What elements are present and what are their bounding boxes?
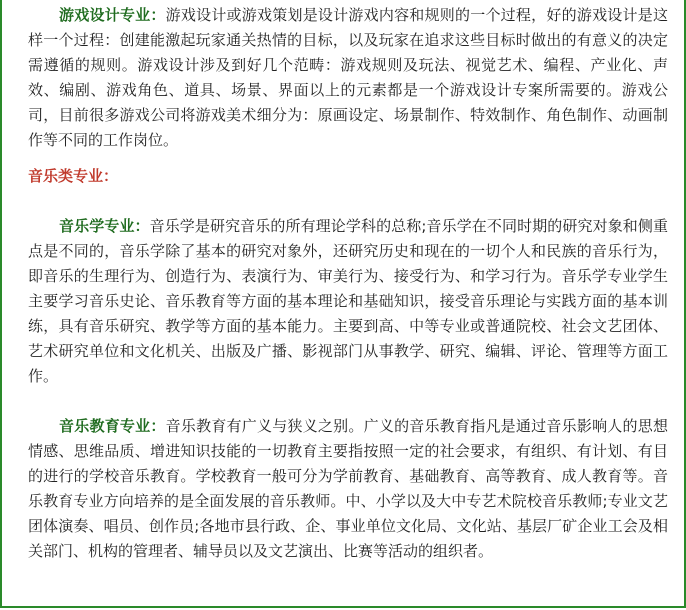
- game-design-term: 游戏设计专业：: [59, 6, 166, 24]
- article-body: [28, 3, 668, 564]
- music-education-paragraph: [28, 414, 668, 564]
- musicology-paragraph: [28, 214, 668, 389]
- musicology-term: 音乐学专业：: [59, 217, 150, 235]
- music-category-heading: 音乐类专业：: [28, 167, 119, 185]
- game-design-paragraph: [28, 3, 668, 153]
- musicology-text: 音乐学是研究音乐的所有理论学科的总称;音乐学在不同时期的研究对象和侧重点是不同的，音乐学除了基本的研究对象外，还研究历史和现在的一切个人和民族的音乐行为，即音乐的生理行为、创造行为、表演行为、审美行为、接受行为、和学习行为。音乐学专业学生主要学习音乐史论、音乐教育等方面的基本理论和基础知识，接受音乐理论与实践方面的基本训练，具有音乐研究、教学等方面的基本能力。主要到高、中等专业或普通院校、社会文艺团体、艺术研究单位和文化机关、出版及广播、影视部门从事教学、研究、编辑、评论、管理等方面工作。: [28, 217, 668, 385]
- music-education-text: 音乐教育有广义与狭义之别。广义的音乐教育指凡是通过音乐影响人的思想情感、思维品质、增进知识技能的一切教育主要指按照一定的社会要求，有组织、有计划、有目的进行的学校音乐教育。学校教育一般可分为学前教育、基础教育、高等教育、成人教育等。音乐教育专业方向培养的是全面发展的音乐教师。中、小学以及大中专艺术院校音乐教师;专业文艺团体演奏、唱员、创作员;各地市县行政、企、事业单位文化局、文化站、基层厂矿企业工会及相关部门、机构的管理者、辅导员以及文艺演出、比赛等活动的组织者。: [28, 417, 668, 560]
- game-design-text: 游戏设计或游戏策划是设计游戏内容和规则的一个过程，好的游戏设计是这样一个过程：创建能激起玩家通关热情的目标，以及玩家在追求这些目标时做出的有意义的决定需遵循的规则。游戏设计涉及到好几个范畴：游戏规则及玩法、视觉艺术、编程、产业化、声效、编剧、游戏角色、道具、场景、界面以上的元素都是一个游戏设计专案所需要的。游戏公司，目前很多游戏公司将游戏美术细分为：原画设定、场景制作、特效制作、角色制作、动画制作等不同的工作岗位。: [28, 6, 668, 149]
- music-education-term: 音乐教育专业：: [59, 417, 166, 435]
